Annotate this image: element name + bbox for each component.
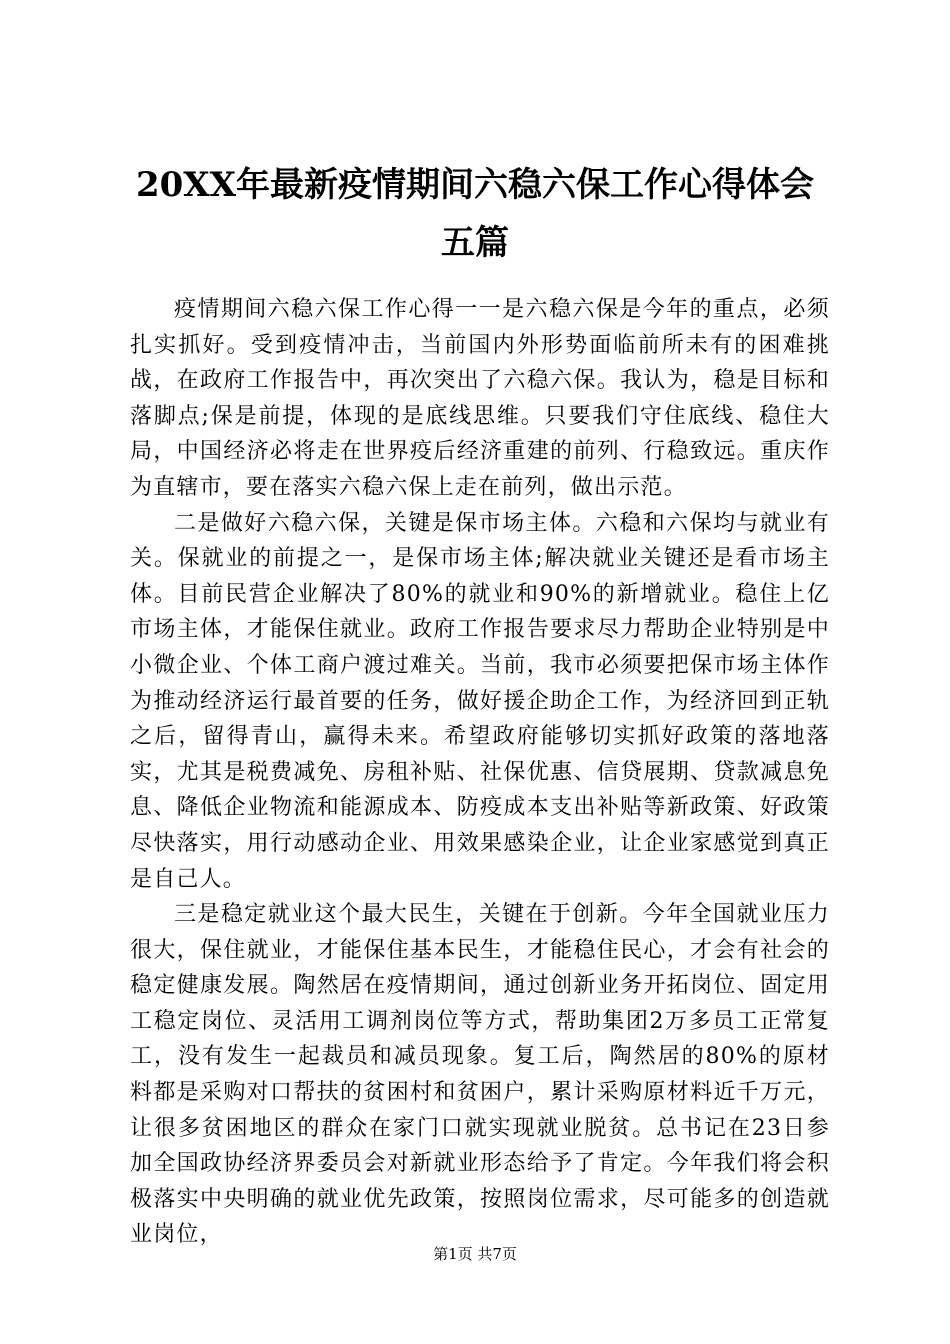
- document-title-line-2: 五篇: [441, 223, 509, 263]
- document-title-line-1: 20XX年最新疫情期间六稳六保工作心得体会: [135, 165, 815, 205]
- paragraph-3: 三是稳定就业这个最大民生，关键在于创新。今年全国就业压力很大，保住就业，才能保住基本民生，才能稳住民心，才会有社会的稳定健康发展。陶然居在疫情期间，通过创新业务开拓岗位、固定用工稳定岗位、灵活用工调剂岗位等方式，帮助集团2万多员工正常复工，没有发生一起裁员和减员现象。复工后，陶然居的80%的原材料都是采购对口帮扶的贫困村和贫困户，累计采购原材料近千万元，让很多贫困地区的群众在家门口就实现就业脱贫。总书记在23日参加全国政协经济界委员会对新就业形态给予了肯定。今年我们将会积极落实中央明确的就业优先政策，按照岗位需求，尽可能多的创造就业岗位，: [130, 902, 830, 1248]
- paragraph-1: 疫情期间六稳六保工作心得一一是六稳六保是今年的重点，必须扎实抓好。受到疫情冲击，当前国内外形势面临前所未有的困难挑战，在政府工作报告中，再次突出了六稳六保。我认为，稳是目标和落脚点;保是前提，体现的是底线思维。只要我们守住底线、稳住大局，中国经济必将走在世界疫后经济重建的前列、行稳致远。重庆作为直辖市，要在落实六稳六保上走在前列，做出示范。: [130, 297, 830, 500]
- paragraph-2: 二是做好六稳六保，关键是保市场主体。六稳和六保均与就业有关。保就业的前提之一，是保市场主体;解决就业关键还是看市场主体。目前民营企业解决了80%的就业和90%的新增就业。稳住上亿市场主体，才能保住就业。政府工作报告要求尽力帮助企业特别是中小微企业、个体工商户渡过难关。当前，我市必须要把保市场主体作为推动经济运行最首要的任务，做好援企助企工作，为经济回到正轨之后，留得青山，赢得未来。希望政府能够切实抓好政策的落地落实，尤其是税费减免、房租补贴、社保优惠、信贷展期、贷款减息免息、降低企业物流和能源成本、防疫成本支出补贴等新政策、好政策尽快落实，用行动感动企业、用效果感染企业，让企业家感觉到真正是自己人。: [130, 510, 830, 892]
- page-footer: 第1页 共7页: [433, 1245, 517, 1263]
- document-body: [130, 292, 830, 1253]
